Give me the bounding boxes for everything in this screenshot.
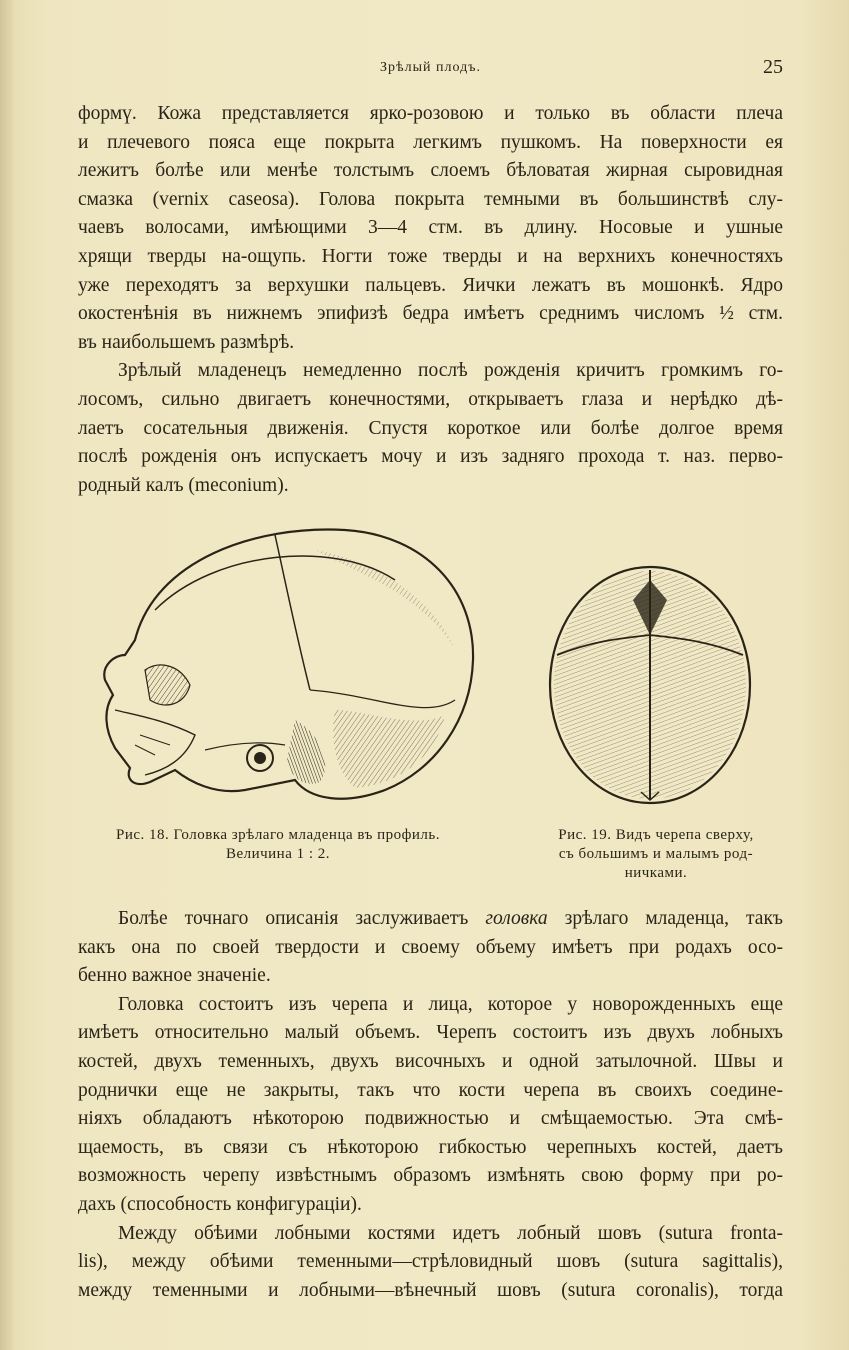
bottom-text: [78, 905, 783, 1305]
caption-line: Рис. 18. Головка зрѣлаго младенца въ профиль.: [116, 827, 440, 843]
para-line: уже переходятъ за верхушки пальцевъ. Яички лежатъ въ мошонкѣ. Ядро: [78, 274, 783, 296]
page-header: [78, 56, 783, 80]
para-line: окостенѣнія въ нижнемъ эпифизѣ бедра имѣетъ среднимъ числомъ ½ стм.: [78, 303, 783, 325]
para-line: костей, двухъ теменныхъ, двухъ височныхъ и одной затылочной. Швы и: [78, 1050, 783, 1072]
para-line: роднички еще не закрыты, такъ что кости черепа въ своихъ соедине-: [78, 1079, 783, 1101]
para-line: лаетъ сосательныя движенія. Спустя короткое или болѣе долгое время: [78, 417, 783, 439]
caption-line: Величина 1 : 2.: [225, 846, 331, 862]
para-line: lis), между обѣими теменными—стрѣловидный шовъ (sutura sagittalis),: [78, 1251, 783, 1273]
para-line: родный калъ (meconium).: [78, 474, 289, 496]
para-line: между теменными и лобными—вѣнечный шовъ (sutura coronalis), тогда: [78, 1279, 783, 1301]
para-line: чаевъ волосами, имѣющими 3—4 стм. въ длину. Носовые и ушные: [78, 217, 783, 239]
para-line: Между обѣими лобными костями идетъ лобный шовъ (sutura fronta-: [118, 1222, 783, 1244]
para-line: и плечевого пояса еще покрыта легкимъ пушкомъ. На поверхности ея: [78, 131, 783, 153]
para-line: дахъ (способность конфигураціи).: [78, 1193, 362, 1215]
skull-top-view-illustration: [545, 560, 755, 810]
figure-18-caption: [78, 826, 478, 864]
text-span: зрѣлаго младенца, такъ: [564, 908, 784, 929]
top-text: [78, 100, 783, 500]
skull-profile-illustration: [95, 520, 485, 820]
emphasized-term: головка: [485, 908, 548, 929]
para-line: въ наибольшемъ размѣрѣ.: [78, 331, 295, 353]
para-line: послѣ рожденія онъ испускаетъ мочу и изъ задняго прохода т. наз. перво-: [78, 446, 783, 468]
para-line: формү. Кожа представляется ярко-розовою и только въ области плеча: [78, 103, 783, 124]
para-line: ніяхъ обладаютъ нѣкоторою подвижностью и смѣщаемостью. Эта смѣ-: [78, 1108, 783, 1130]
para-line: смазка (vernix caseosa). Голова покрыта темными въ большинствѣ слу-: [78, 188, 783, 210]
caption-line: Рис. 19. Видъ черепа сверху,: [558, 827, 754, 843]
para-line: хрящи тверды на-ощупь. Ногти тоже тверды и на верхнихъ конечностяхъ: [78, 245, 783, 267]
page-edge: [0, 0, 14, 1350]
caption-line: съ большимъ и малымъ род-: [558, 846, 754, 862]
para-line: Зрѣлый младенецъ немедленно послѣ рожденія кричитъ громкимъ го-: [118, 360, 783, 382]
para-line: щаемость, въ связи съ нѣкоторою гибкостью черепныхъ костей, даетъ: [78, 1136, 783, 1158]
running-title: Зрѣлый плодъ.: [380, 60, 481, 75]
figure-19-caption: [528, 826, 784, 883]
para-line: какъ она по своей твердости и своему объему имѣетъ при родахъ осо-: [78, 936, 783, 958]
page-number: 25: [763, 56, 783, 78]
para-line: Головка состоитъ изъ черепа и лица, которое у новорожденныхъ еще: [118, 993, 783, 1015]
caption-line: ничками.: [624, 865, 688, 881]
para-line: имѣетъ относительно малый объемъ. Черепъ состоитъ изъ двухъ лобныхъ: [78, 1022, 783, 1044]
para-line: бенно важное значеніе.: [78, 965, 271, 987]
para-line: возможность черепу извѣстнымъ образомъ измѣнять свою форму при ро-: [78, 1165, 783, 1187]
para-line: [78, 905, 783, 934]
para-line: лежитъ болѣе или менѣе толстымъ слоемъ бѣловатая жирная сыровидная: [78, 160, 783, 182]
para-line: лосомъ, сильно двигаетъ конечностями, открываетъ глаза и нерѣдко дѣ-: [78, 388, 783, 410]
text-span: Болѣе точнаго описанія заслуживаетъ: [118, 908, 469, 929]
